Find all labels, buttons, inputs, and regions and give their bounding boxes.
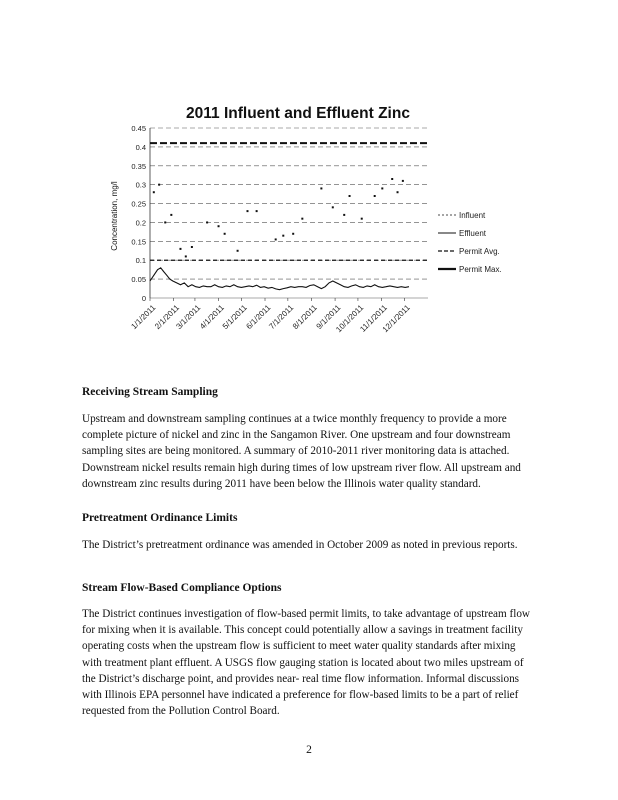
y-tick-label: 0.25 xyxy=(131,199,146,209)
section-body-container xyxy=(82,606,532,719)
section-body: The District continues investigation of flow-based permit limits, to take advantage of upstream flow for mixing when it is available. This concept could potentially allow a savings in treatment facility operating costs when the upstream flow is sufficient to meet water quality standards after mixing with treatment plant effluent. A USGS flow gauging station is located about two miles upstream of the District’s discharge point, and provides near- real time flow information. Informal discussions with Illinois EPA personnel have indicated a preference for flow-based limits to be a part of relief requested from the Pollution Control Board. xyxy=(82,608,531,718)
chart-gridlines xyxy=(150,128,428,298)
influent-point xyxy=(381,187,383,189)
x-tick-label: 2/1/2011 xyxy=(153,303,182,332)
x-tick-label: 3/1/2011 xyxy=(174,303,203,332)
chart-series xyxy=(150,143,428,290)
influent-point xyxy=(158,184,160,186)
influent-point xyxy=(292,233,294,235)
y-tick-label: 0 xyxy=(141,294,146,303)
section-body: Upstream and downstream sampling continues at a twice monthly frequency to provide a more complete picture of nickel and zinc in the Sangamon River. One upstream and four downstream sampling sites are being monitored. A summary of 2010-2011 river monitoring data is attached. Downstream nickel results remain high during times of low upstream river flow. All upstream and downstream zinc results during 2011 have been below the Illinois water quality standard. xyxy=(82,413,521,490)
y-tick-label: 0.35 xyxy=(131,161,146,171)
influent-point xyxy=(206,221,208,223)
x-axis-ticks xyxy=(129,298,412,334)
section-flow-compliance xyxy=(82,580,532,596)
influent-point xyxy=(185,255,187,257)
influent-point xyxy=(402,180,404,182)
y-tick-label: 0.3 xyxy=(135,180,146,190)
influent-point xyxy=(343,214,345,216)
x-tick-label: 9/1/2011 xyxy=(314,303,343,332)
influent-point xyxy=(361,218,363,220)
influent-point xyxy=(391,178,393,180)
influent-point xyxy=(397,191,399,193)
legend-label: Influent xyxy=(459,211,486,220)
section-body-container xyxy=(82,411,532,492)
y-tick-label: 0.15 xyxy=(131,237,146,247)
x-tick-label: 11/1/2011 xyxy=(358,303,389,334)
section-heading: Pretreatment Ordinance Limits xyxy=(82,512,238,524)
influent-point xyxy=(256,210,258,212)
influent-point xyxy=(237,250,239,252)
section-body: The District’s pretreatment ordinance was amended in October 2009 as noted in previous reports. xyxy=(82,539,518,551)
zinc-chart xyxy=(108,98,518,360)
y-tick-label: 0.45 xyxy=(131,124,146,133)
x-tick-label: 4/1/2011 xyxy=(197,303,226,332)
influent-point xyxy=(170,214,172,216)
influent-point xyxy=(275,238,277,240)
x-tick-label: 8/1/2011 xyxy=(290,303,319,332)
y-axis-label: Concentration, mg/l xyxy=(110,181,119,251)
effluent-line xyxy=(150,268,409,290)
x-tick-label: 1/1/2011 xyxy=(129,303,158,332)
influent-point xyxy=(282,235,284,237)
section-body-container xyxy=(82,537,532,553)
page-number: 2 xyxy=(306,744,312,756)
section-receiving-stream xyxy=(82,384,532,400)
y-tick-label: 0.1 xyxy=(135,256,146,266)
x-tick-label: 5/1/2011 xyxy=(220,303,249,332)
x-tick-label: 7/1/2011 xyxy=(267,303,296,332)
chart-legend xyxy=(438,211,502,274)
section-heading: Receiving Stream Sampling xyxy=(82,386,218,398)
y-axis-ticks xyxy=(131,124,146,303)
influent-point xyxy=(349,195,351,197)
chart-title: 2011 Influent and Effluent Zinc xyxy=(186,105,410,122)
legend-label: Effluent xyxy=(459,229,486,238)
influent-point xyxy=(218,225,220,227)
influent-point xyxy=(374,195,376,197)
y-tick-label: 0.4 xyxy=(135,142,146,152)
influent-point xyxy=(164,221,166,223)
influent-point xyxy=(224,233,226,235)
influent-point xyxy=(320,187,322,189)
x-tick-label: 10/1/2011 xyxy=(334,303,366,335)
influent-point xyxy=(153,191,155,193)
section-pretreatment xyxy=(82,510,532,526)
influent-point xyxy=(179,248,181,250)
y-tick-label: 0.05 xyxy=(131,275,146,285)
influent-point xyxy=(301,218,303,220)
x-tick-label: 12/1/2011 xyxy=(380,303,412,335)
x-tick-label: 6/1/2011 xyxy=(244,303,273,332)
legend-label: Permit Max. xyxy=(459,265,502,274)
y-tick-label: 0.2 xyxy=(135,218,146,228)
influent-point xyxy=(246,210,248,212)
section-heading: Stream Flow-Based Compliance Options xyxy=(82,582,282,594)
influent-point xyxy=(191,246,193,248)
influent-point xyxy=(332,206,334,208)
legend-label: Permit Avg. xyxy=(459,247,500,256)
